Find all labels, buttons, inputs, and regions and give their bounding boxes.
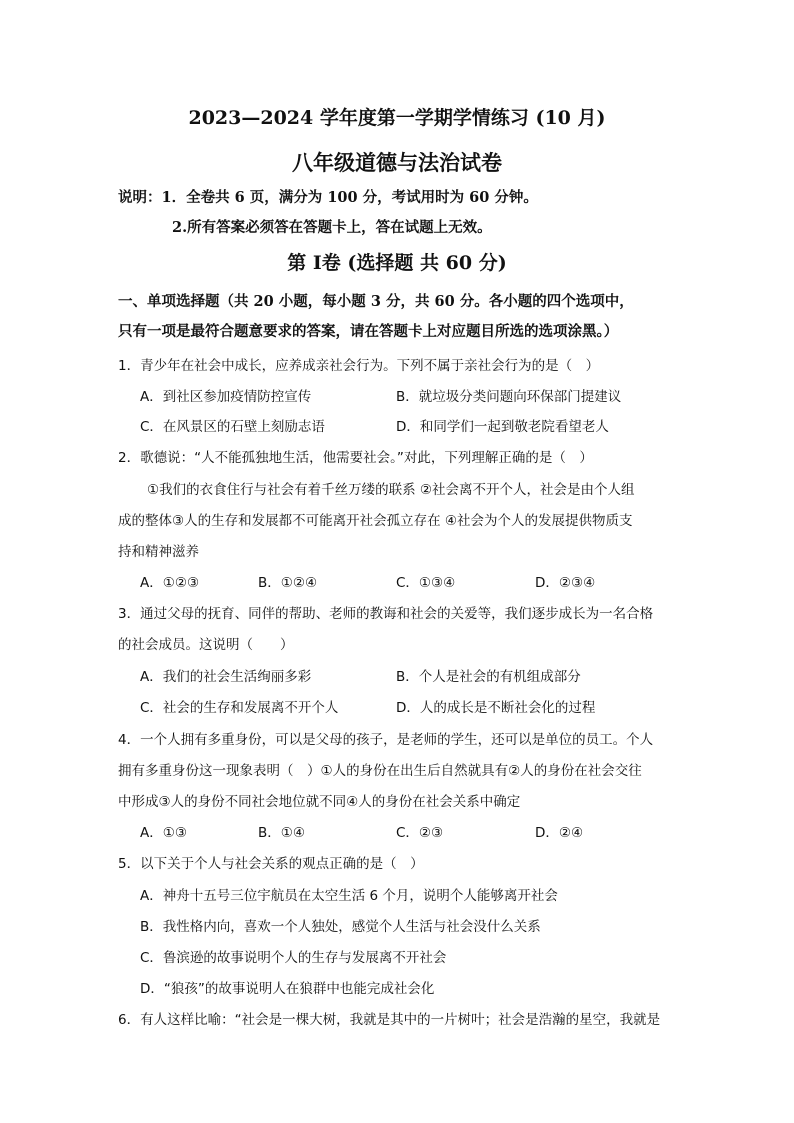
question-2-option-c: C．①③④ — [396, 575, 456, 591]
question-6-stem: 6．有人这样比喻：“社会是一棵大树，我就是其中的一片树叶；社会是浩瀚的星空，我就是 — [118, 1012, 661, 1028]
question-3-option-a: A．我们的社会生活绚丽多彩 — [140, 669, 312, 685]
question-2-statement-line-3: 持和精神滋养 — [118, 544, 199, 560]
question-1-option-c: C．在风景区的石壁上刻励志语 — [140, 419, 325, 435]
question-5-option-a: A．神舟十五号三位宇航员在太空生活 6 个月，说明个人能够离开社会 — [140, 888, 558, 904]
question-1-option-a: A．到社区参加疫情防控宣传 — [140, 389, 312, 405]
question-5-option-c: C．鲁滨逊的故事说明个人的生存与发展离不开社会 — [140, 950, 447, 966]
question-4-stem-line-3: 中形成③人的身份不同社会地位就不同④人的身份在社会关系中确定 — [118, 794, 521, 810]
question-3-stem-line-1: 3．通过父母的抚育、同伴的帮助、老师的教诲和社会的关爱等，我们逐步成长为一名合格 — [118, 606, 654, 622]
question-3-option-c: C．社会的生存和发展离不开个人 — [140, 700, 339, 716]
question-2-option-a: A．①②③ — [140, 575, 200, 591]
question-5-option-d: D．“狼孩”的故事说明人在狼群中也能完成社会化 — [140, 981, 435, 997]
question-3-option-d: D．人的成长是不断社会化的过程 — [396, 700, 596, 716]
note-line-2: 2.所有答案必须答在答题卡上，答在试题上无效。 — [172, 219, 492, 236]
question-4-option-b: B．①④ — [258, 825, 305, 841]
note-line-1: 说明：1．全卷共 6 页，满分为 100 分，考试用时为 60 分钟。 — [118, 189, 538, 206]
question-2-option-d: D．②③④ — [535, 575, 596, 591]
question-4-option-d: D．②④ — [535, 825, 584, 841]
section-instruction-1: 一、单项选择题（共 20 小题，每小题 3 分，共 60 分。各小题的四个选项中， — [118, 293, 634, 310]
question-3-stem-line-2: 的社会成员。这说明（ ） — [118, 637, 294, 653]
question-5-stem: 5．以下关于个人与社会关系的观点正确的是（ ） — [118, 856, 424, 872]
question-4-stem-line-2: 拥有多重身份这一现象表明（ ）①人的身份在出生后自然就具有②人的身份在社会交往 — [118, 763, 642, 779]
question-1-option-b: B．就垃圾分类问题向环保部门提建议 — [396, 389, 622, 405]
section-instruction-2: 只有一项是最符合题意要求的答案，请在答题卡上对应题目所选的选项涂黑。） — [118, 323, 619, 340]
question-3-option-b: B．个人是社会的有机组成部分 — [396, 669, 581, 685]
question-1-stem: 1．青少年在社会中成长，应养成亲社会行为。下列不属于亲社会行为的是（ ） — [118, 358, 600, 374]
question-4-stem-line-1: 4．一个人拥有多重身份，可以是父母的孩子，是老师的学生，还可以是单位的员工。个人 — [118, 732, 654, 748]
question-2-statement-line-1: ①我们的衣食住行与社会有着千丝万缕的联系 ②社会离不开个人，社会是由个人组 — [147, 482, 635, 498]
question-1-option-d: D．和同学们一起到敬老院看望老人 — [396, 419, 609, 435]
question-5-option-b: B．我性格内向，喜欢一个人独处，感觉个人生活与社会没什么关系 — [140, 919, 541, 935]
exam-subtitle: 八年级道德与法治试卷 — [292, 150, 502, 175]
question-4-option-a: A．①③ — [140, 825, 187, 841]
section-title: 第 Ⅰ卷 (选择题 共 60 分) — [287, 252, 507, 274]
exam-title: 2023—2024 学年度第一学期学情练习 (10 月) — [188, 107, 606, 129]
question-2-option-b: B．①②④ — [258, 575, 318, 591]
question-4-option-c: C．②③ — [396, 825, 444, 841]
question-2-stem: 2．歌德说：“人不能孤独地生活，他需要社会。”对此，下列理解正确的是（ ） — [118, 450, 593, 466]
question-2-statement-line-2: 成的整体③人的生存和发展都不可能离开社会孤立存在 ④社会为个人的发展提供物质支 — [118, 513, 633, 529]
